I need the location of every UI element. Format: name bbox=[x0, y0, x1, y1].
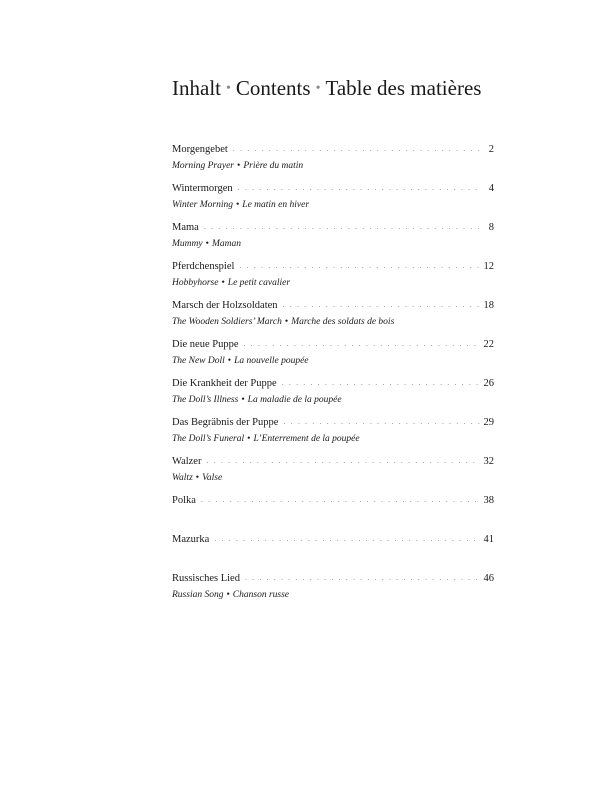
toc-entry-french-title: Le matin en hiver bbox=[242, 200, 310, 210]
toc-entry-title: Mama bbox=[172, 222, 199, 233]
toc-entry-english-title: Morning Prayer bbox=[172, 161, 235, 171]
toc-entry-translations bbox=[172, 237, 494, 251]
translation-separator: • bbox=[195, 473, 200, 483]
toc-entry-page-number: 26 bbox=[483, 378, 494, 389]
toc-entry[interactable] bbox=[172, 415, 494, 454]
toc-entry-page-number: 4 bbox=[488, 183, 494, 194]
toc-entry-page-number: 18 bbox=[483, 300, 494, 311]
dot-leader bbox=[283, 297, 480, 312]
title-separator: • bbox=[225, 81, 231, 96]
toc-entry-french-title: Le petit cavalier bbox=[227, 278, 291, 288]
toc-entry-page-number: 38 bbox=[483, 495, 494, 506]
toc-entry-english-title: Waltz bbox=[172, 473, 193, 483]
table-of-contents bbox=[172, 142, 494, 610]
translation-separator: • bbox=[205, 239, 209, 249]
translation-separator: • bbox=[227, 356, 232, 366]
toc-entry-title: Polka bbox=[172, 495, 196, 506]
toc-entry-french-title: La maladie de la poupée bbox=[247, 395, 342, 405]
toc-entry-main-line bbox=[172, 181, 494, 196]
toc-entry-translations bbox=[172, 393, 494, 407]
translation-separator: • bbox=[235, 200, 240, 210]
toc-entry-french-title: L’Enterrement de la poupée bbox=[253, 434, 360, 444]
toc-entry-translations bbox=[172, 432, 494, 446]
toc-entry-translations bbox=[172, 198, 494, 212]
toc-entry-main-line bbox=[172, 142, 494, 157]
toc-entry[interactable] bbox=[172, 298, 494, 337]
toc-entry[interactable] bbox=[172, 181, 494, 220]
toc-entry[interactable] bbox=[172, 493, 494, 532]
toc-entry-title: Mazurka bbox=[172, 534, 210, 545]
toc-entry-main-line bbox=[172, 220, 494, 235]
toc-entry-page-number: 2 bbox=[488, 144, 494, 155]
toc-entry-translations bbox=[172, 354, 494, 368]
toc-entry-translations bbox=[172, 471, 494, 485]
title-french: Table des matières bbox=[325, 76, 482, 100]
toc-entry-title: Russisches Lied bbox=[172, 573, 240, 584]
toc-entry[interactable] bbox=[172, 259, 494, 298]
title-separator: • bbox=[315, 81, 321, 96]
toc-entry-english-title: Russian Song bbox=[172, 590, 224, 600]
toc-entry-english-title: The Wooden Soldiers’ March bbox=[172, 317, 282, 327]
toc-entry-main-line bbox=[172, 337, 494, 352]
toc-entry-english-title: The Doll’s Funeral bbox=[172, 434, 245, 444]
translation-separator: • bbox=[241, 395, 245, 405]
toc-entry-title: Wintermorgen bbox=[172, 183, 233, 194]
toc-entry[interactable] bbox=[172, 337, 494, 376]
toc-entry-french-title: Prière du matin bbox=[243, 161, 304, 171]
toc-entry[interactable] bbox=[172, 142, 494, 181]
toc-entry-main-line bbox=[172, 571, 494, 586]
toc-entry-title: Die Krankheit der Puppe bbox=[172, 378, 277, 389]
dot-leader bbox=[282, 375, 480, 390]
toc-entry[interactable] bbox=[172, 571, 494, 610]
dot-leader bbox=[206, 453, 479, 468]
toc-entry-french-title: Maman bbox=[211, 239, 241, 249]
toc-entry-main-line bbox=[172, 376, 494, 391]
toc-entry-french-title: Valse bbox=[202, 473, 223, 483]
translation-separator: • bbox=[226, 590, 230, 600]
translation-separator: • bbox=[284, 317, 289, 327]
toc-entry-english-title: Mummy bbox=[172, 239, 203, 249]
toc-entry[interactable] bbox=[172, 220, 494, 259]
toc-entry-english-title: Hobbyhorse bbox=[172, 278, 219, 288]
dot-leader bbox=[214, 531, 479, 546]
toc-entry-title: Marsch der Holzsoldaten bbox=[172, 300, 278, 311]
dot-leader bbox=[233, 141, 480, 156]
toc-entry-main-line bbox=[172, 532, 494, 547]
dot-leader bbox=[239, 258, 479, 273]
translation-separator: • bbox=[247, 434, 251, 444]
dot-leader bbox=[283, 414, 479, 429]
toc-entry-title: Walzer bbox=[172, 456, 202, 467]
toc-entry-title: Pferdchenspiel bbox=[172, 261, 235, 272]
translation-separator: • bbox=[221, 278, 225, 288]
toc-entry-title: Morgengebet bbox=[172, 144, 228, 155]
dot-leader bbox=[243, 336, 479, 351]
toc-entry-page-number: 32 bbox=[483, 456, 494, 467]
toc-entry-english-title: The Doll’s Illness bbox=[172, 395, 239, 405]
toc-entry-english-title: The New Doll bbox=[172, 356, 225, 366]
toc-entry-main-line bbox=[172, 415, 494, 430]
toc-entry-translations bbox=[172, 315, 494, 329]
toc-entry-main-line bbox=[172, 454, 494, 469]
toc-entry-french-title: Marche des soldats de bois bbox=[291, 317, 395, 327]
title-german: Inhalt bbox=[172, 76, 221, 100]
translation-separator: • bbox=[237, 161, 241, 171]
toc-entry[interactable] bbox=[172, 454, 494, 493]
toc-entry-page-number: 22 bbox=[483, 339, 494, 350]
dot-leader bbox=[245, 570, 480, 585]
toc-entry-page-number: 8 bbox=[488, 222, 494, 233]
toc-entry-main-line bbox=[172, 259, 494, 274]
toc-entry-page-number: 12 bbox=[483, 261, 494, 272]
toc-entry-translations bbox=[172, 276, 494, 290]
page-title bbox=[172, 74, 532, 106]
toc-entry-english-title: Winter Morning bbox=[172, 200, 233, 210]
dot-leader bbox=[204, 219, 480, 234]
toc-entry-translations bbox=[172, 588, 494, 602]
title-english: Contents bbox=[235, 76, 311, 100]
toc-entry-page-number: 46 bbox=[483, 573, 494, 584]
toc-entry-translations bbox=[172, 159, 494, 173]
toc-entry-title: Die neue Puppe bbox=[172, 339, 239, 350]
toc-entry-page-number: 29 bbox=[483, 417, 494, 428]
dot-leader bbox=[238, 180, 480, 195]
toc-entry[interactable] bbox=[172, 532, 494, 571]
toc-entry-french-title: Chanson russe bbox=[232, 590, 290, 600]
toc-entry-main-line bbox=[172, 298, 494, 313]
toc-entry-main-line bbox=[172, 493, 494, 508]
toc-entry-french-title: La nouvelle poupée bbox=[234, 356, 309, 366]
dot-leader bbox=[201, 492, 480, 507]
toc-entry-page-number: 41 bbox=[483, 534, 494, 545]
toc-entry-title: Das Begräbnis der Puppe bbox=[172, 417, 279, 428]
toc-entry[interactable] bbox=[172, 376, 494, 415]
